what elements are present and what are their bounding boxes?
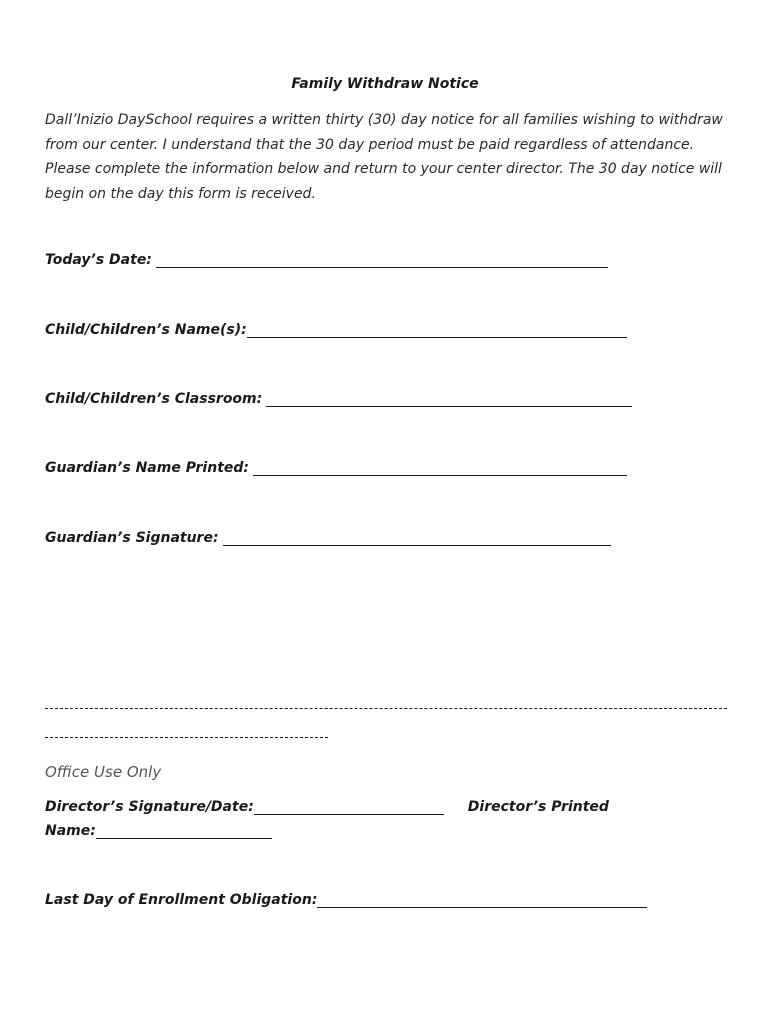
last-day-label: Last Day of Enrollment Obligation: (45, 892, 318, 908)
form-title: Family Withdraw Notice (291, 76, 479, 92)
child-classroom-label: Child/Children’s Classroom: (45, 391, 263, 407)
director-signature-input-line[interactable] (254, 800, 444, 815)
guardian-signature-input-line[interactable] (223, 531, 611, 546)
cut-divider-line-continued (45, 737, 328, 738)
child-classroom-field (45, 391, 632, 407)
director-signature-label: Director’s Signature/Date: (45, 799, 254, 815)
todays-date-field (45, 252, 608, 268)
office-use-heading: Office Use Only (45, 763, 162, 781)
guardian-name-input-line[interactable] (253, 461, 627, 476)
guardian-name-label: Guardian’s Name Printed: (45, 460, 249, 476)
todays-date-input-line[interactable] (156, 253, 608, 268)
director-name-label: Name: (45, 823, 96, 839)
child-classroom-input-line[interactable] (266, 392, 632, 407)
guardian-signature-label: Guardian’s Signature: (45, 530, 219, 546)
director-name-row (45, 823, 272, 839)
guardian-name-field (45, 460, 627, 476)
guardian-signature-field (45, 530, 611, 546)
director-printed-label: Director’s Printed (467, 799, 609, 815)
child-names-input-line[interactable] (247, 323, 627, 338)
last-day-field (45, 892, 647, 908)
intro-paragraph: Dall’Inizio DaySchool requires a written thirty (30) day notice for all families wishing to withdraw from our center. I understand that the 30 day period must be paid regardless of attendance. Please complete the information below and return to your center director. The 30 day notice will begin on the day this form is received. (45, 112, 723, 202)
director-signature-row (45, 799, 609, 815)
todays-date-label: Today’s Date: (45, 252, 152, 268)
director-name-input-line[interactable] (96, 824, 272, 839)
cut-divider-line (45, 708, 727, 709)
child-names-label: Child/Children’s Name(s): (45, 322, 247, 338)
child-names-field (45, 322, 627, 338)
last-day-input-line[interactable] (317, 893, 647, 908)
